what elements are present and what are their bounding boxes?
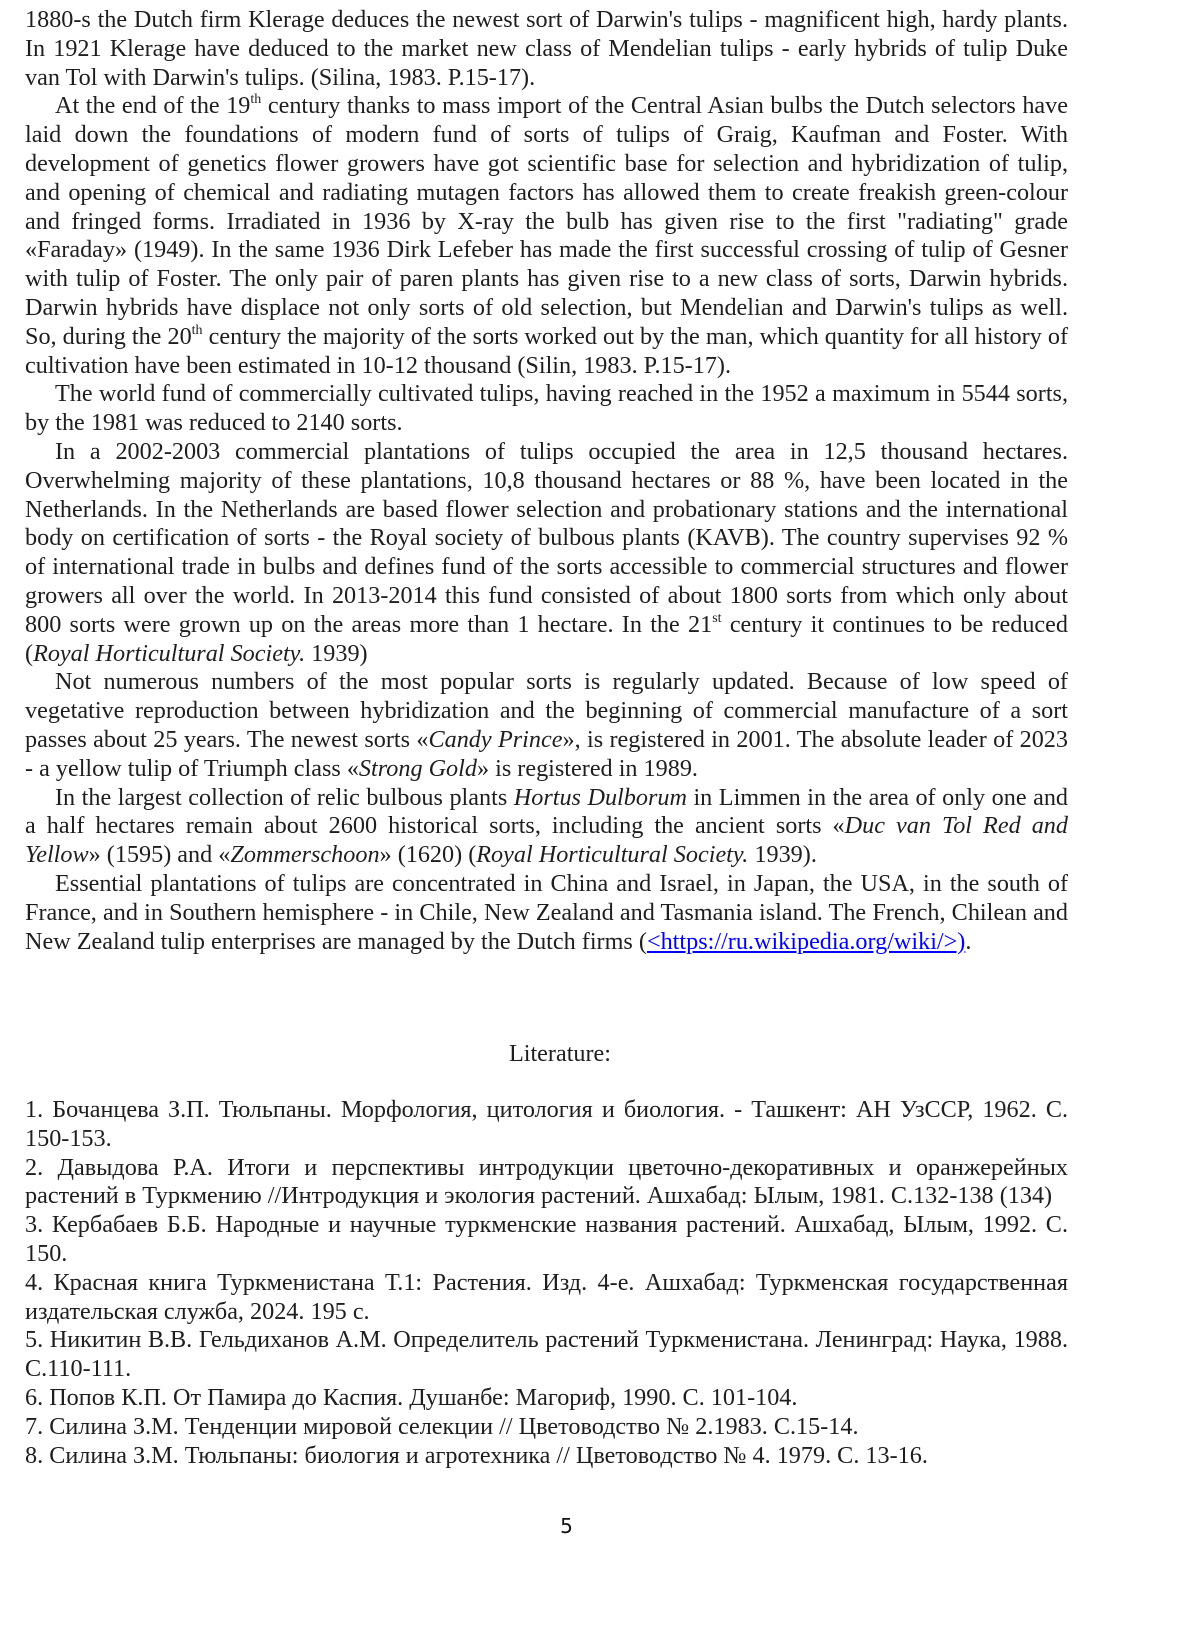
- paragraph-7: [25, 870, 1068, 956]
- paragraph-text: » (1620) (: [379, 841, 477, 869]
- literature-item: 8. Силина З.М. Тюльпаны: биология и агротехника // Цветоводство № 4. 1979. С. 13-16.: [25, 1441, 928, 1469]
- paragraph-text: » (1595) and «: [88, 841, 231, 869]
- paragraph-text: », is registered in 2001. The absolute leader of 2023 - a yellow tulip of Triumph class «: [25, 725, 1068, 782]
- page-number: 5: [560, 1514, 573, 1538]
- superscript: th: [250, 92, 262, 108]
- literature-item: 6. Попов К.П. От Памира до Каспия. Душанбе: Магориф, 1990. С. 101-104.: [25, 1383, 798, 1411]
- paragraph-text: 1939): [305, 639, 368, 667]
- paragraph-3: [25, 380, 1068, 438]
- collection-name-italic: Hortus Dulborum: [513, 783, 687, 811]
- sort-name-italic: Candy Prince: [428, 725, 563, 753]
- citation-italic: Royal Horticultural Society.: [33, 639, 306, 667]
- paragraph-text: century thanks to mass import of the Central Asian bulbs the Dutch selectors have laid down the foundations of modern fund of sorts of tulips of Graig, Kaufman and Foster. With development of genetics flower growers have got scientific base for selection and hybridization of tulip, and opening of chemical and radiating mutagen factors has allowed them to create freakish green-colour and fringed forms. Irradiated in 1936 by X-ray the bulb has given rise to the first "radiating" grade «Faraday» (1949). In the same 1936 Dirk Lefeber has made the first successful crossing of tulip of Gesner with tulip of Foster. The only pair of paren plants has given rise to a new class of sorts, Darwin hybrids. Darwin hybrids have displace not only sorts of old selection, but Mendelian and Darwin's tulips as well. So, during the 20: [25, 92, 1068, 350]
- paragraph-text: in Limmen in the area of only one and a half hectares remain about 2600 historical sorts, including the ancient sorts «: [25, 783, 1069, 840]
- literature-item: 1. Бочанцева З.П. Тюльпаны. Морфология, цитология и биология. - Ташкент: АН УзССР, 1962. С. 150-153.: [25, 1096, 1068, 1152]
- paragraph-text: 1880-s the Dutch firm Klerage deduces the newest sort of Darwin's tulips - magnificent high, hardy plants. In 1921 Klerage have deduced to the market new class of Mendelian tulips - early hybrids of tulip Duke van Tol with Darwin's tulips. (Silina, 1983. P.15-17).: [25, 6, 1068, 91]
- superscript: th: [191, 322, 203, 338]
- paragraph-text: » is registered in 1989.: [476, 754, 698, 782]
- sort-name-italic: Duc van Tol Red and Yellow: [25, 812, 1068, 869]
- literature-item: 7. Силина З.М. Тенденции мировой селекции // Цветоводство № 2.1983. С.15-14.: [25, 1412, 859, 1440]
- paragraph-text: 1939).: [748, 841, 817, 869]
- paragraph-text: In a 2002-2003 commercial plantations of tulips occupied the area in 12,5 thousand hectares. Overwhelming majority of these plantations, 10,8 thousand hectares or 88 %, have been located in the Netherlands. In the Netherlands are based flower selection and probationary stations and the international body on certification of sorts - the Royal society of bulbous plants (KAVB). The country supervises 92 % of international trade in bulbs and defines fund of the sorts accessible to commercial structures and flower growers all over the world. In 2013-2014 this fund consisted of about 1800 sorts from which only about 800 sorts were grown up on the areas more than 1 hectare. In the 21: [25, 437, 1068, 638]
- paragraph-text: Not numerous numbers of the most popular sorts is regularly updated. Because of low speed of vegetative reproduction between hybridization and the beginning of commercial manufacture of a sort passes about 25 years. The newest sorts «: [25, 668, 1068, 753]
- body-text: [25, 6, 1068, 956]
- wikipedia-link[interactable]: <https://ru.wikipedia.org/wiki/>): [646, 927, 966, 955]
- paragraph-1: [25, 6, 1068, 92]
- paragraph-text: In the largest collection of relic bulbous plants: [55, 783, 514, 811]
- paragraph-text: Essential plantations of tulips are concentrated in China and Israel, in Japan, the USA, in the south of France, and in Southern hemisphere - in Chile, New Zealand and Tasmania island. The French, Chilean and New Zealand tulip enterprises are managed by the Dutch firms (: [25, 869, 1068, 955]
- paragraph-6: [25, 784, 1068, 870]
- paragraph-text: The world fund of commercially cultivated tulips, having reached in the 1952 a maximum in 5544 sorts, by the 1981 was reduced to 2140 sorts.: [25, 380, 1068, 437]
- paragraph-4: [25, 438, 1068, 668]
- sort-name-italic: Strong Gold: [358, 754, 477, 782]
- sort-name-italic: Zommerschoon: [230, 841, 380, 869]
- citation-italic: Royal Horticultural Society.: [476, 841, 749, 869]
- paragraph-text: century it continues to be reduced (: [25, 610, 1068, 667]
- paragraph-5: [25, 668, 1068, 783]
- literature-item: 5. Никитин В.В. Гельдиханов А.М. Определитель растений Туркменистана. Ленинград: Наука, 1988. С.110-111.: [25, 1326, 1068, 1383]
- paragraph-text: century the majority of the sorts worked out by the man, which quantity for all history of cultivation have been estimated in 10-12 thousand (Silin, 1983. P.15-17).: [25, 322, 1069, 379]
- literature-item: 4. Красная книга Туркменистана Т.1: Растения. Изд. 4-е. Ашхабад: Туркменская государственная издательская служба, 2024. 195 с.: [25, 1268, 1068, 1325]
- paragraph-text: .: [965, 927, 972, 955]
- literature-list: [25, 1096, 1068, 1470]
- paragraph-text: At the end of the 19: [55, 92, 251, 120]
- superscript: st: [712, 610, 722, 626]
- literature-item: 3. Кербабаев Б.Б. Народные и научные туркменские названия растений. Ашхабад, Ылым, 1992. С. 150.: [25, 1211, 1068, 1267]
- literature-heading: Literature:: [508, 1040, 612, 1067]
- paragraph-2: [25, 92, 1068, 380]
- literature-item: 2. Давыдова Р.А. Итоги и перспективы интродукции цветочно-декоративных и оранжерейных растений в Туркмению //Интродукция и экология растений. Ашхабад: Ылым, 1981. С.132-138 (134): [25, 1153, 1068, 1210]
